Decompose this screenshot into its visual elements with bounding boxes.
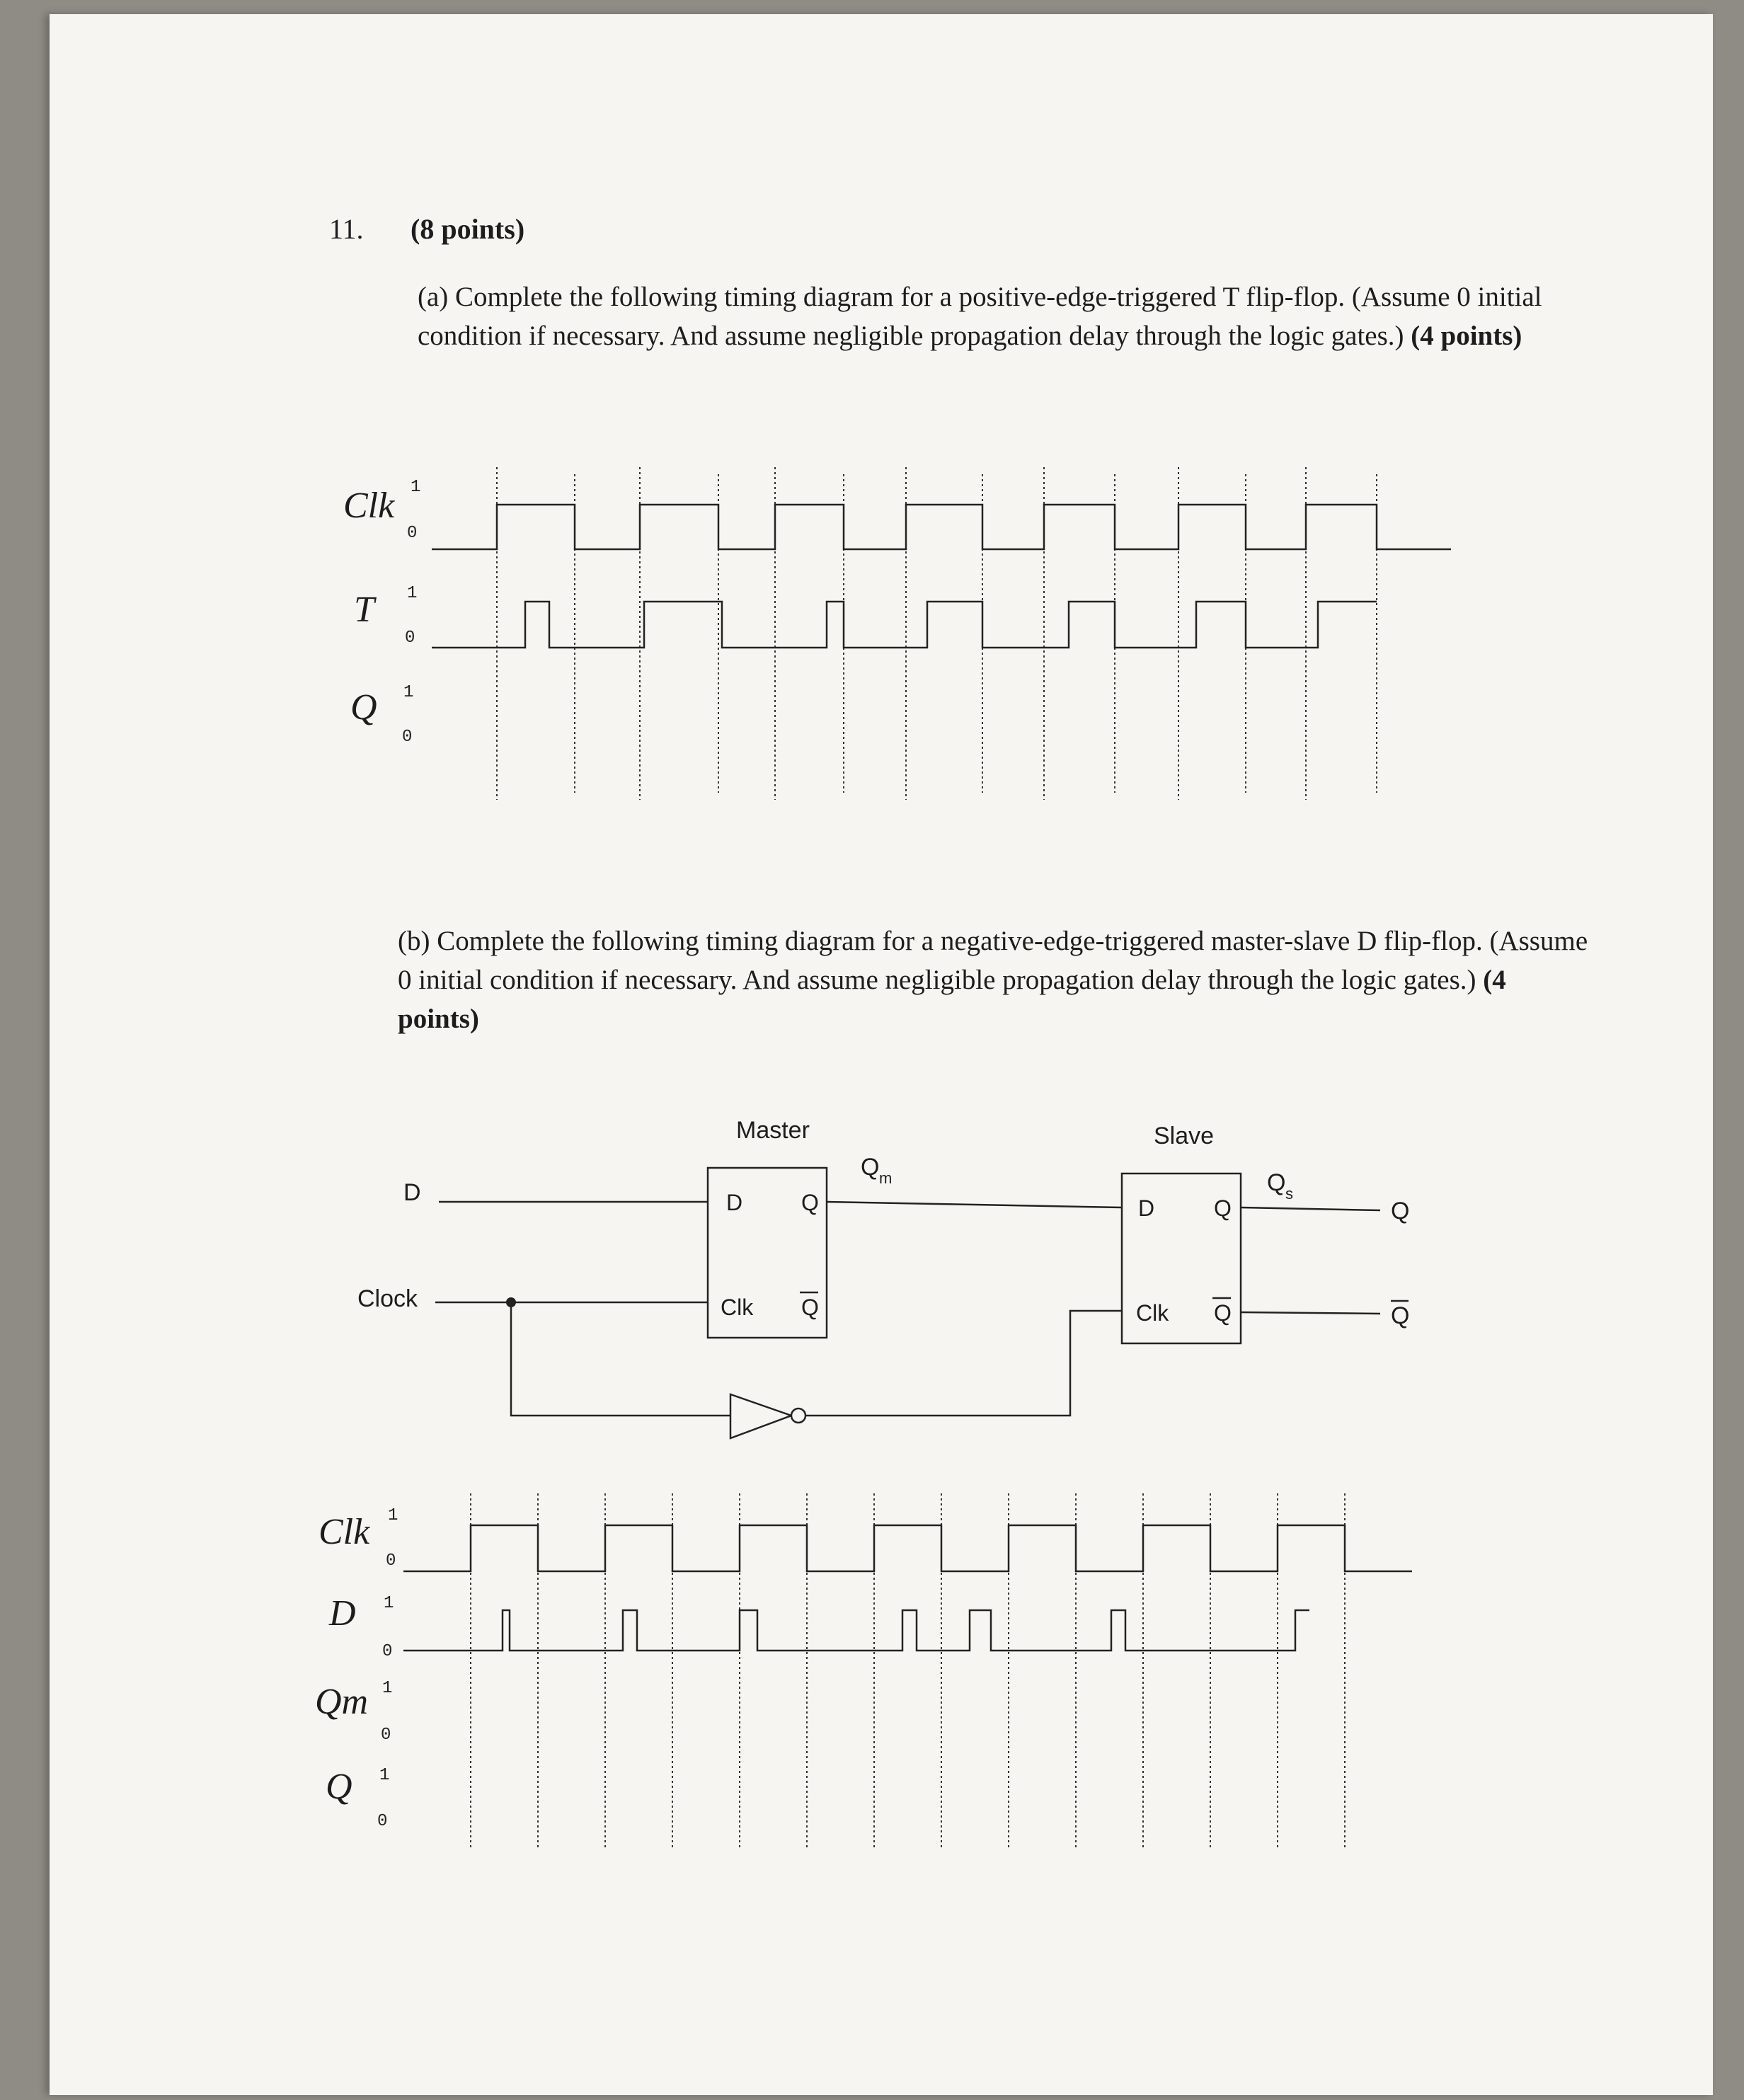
a-clk-label: Clk bbox=[343, 486, 395, 526]
part-a-text: Complete the following timing diagram for a positive-edge-triggered T flip-flop. (Assume 0 initial condition if necessary. And assume negligible propagation delay through the logic gates.) bbox=[418, 282, 1542, 351]
master-pin-qbar: Q bbox=[801, 1295, 819, 1320]
b-qm-label: Qm bbox=[315, 1682, 369, 1722]
a-t-high: 1 bbox=[407, 584, 418, 603]
b-q-label: Q bbox=[326, 1767, 352, 1807]
q-output-label: Q bbox=[1391, 1198, 1410, 1224]
slave-pin-d: D bbox=[1138, 1195, 1155, 1221]
a-t-low: 0 bbox=[405, 629, 415, 648]
question-points: (8 points) bbox=[411, 213, 525, 245]
qs-label: Q bbox=[1267, 1169, 1286, 1196]
slave-pin-clk: Clk bbox=[1136, 1300, 1169, 1326]
master-pin-d: D bbox=[726, 1190, 743, 1215]
b-qm-high: 1 bbox=[382, 1679, 393, 1698]
a-q-label: Q bbox=[350, 687, 377, 728]
b-qm-low: 0 bbox=[381, 1726, 391, 1745]
b-q-high: 1 bbox=[379, 1766, 390, 1785]
d-input-label: D bbox=[403, 1179, 421, 1206]
slave-pin-qbar: Q bbox=[1214, 1300, 1232, 1326]
qm-label: Q bbox=[861, 1154, 880, 1181]
exam-page bbox=[50, 14, 1713, 2095]
a-t-label: T bbox=[354, 590, 374, 630]
part-a-label: (a) bbox=[418, 282, 449, 312]
b-clk-label: Clk bbox=[319, 1512, 370, 1552]
master-title: Master bbox=[736, 1117, 810, 1144]
part-b-label: (b) bbox=[398, 926, 430, 956]
b-d-waveform bbox=[403, 1610, 1309, 1651]
timing-diagram-b bbox=[50, 14, 1713, 2067]
part-b-points: (4 points) bbox=[398, 965, 1506, 1034]
a-q-high: 1 bbox=[403, 683, 414, 702]
slave-title: Slave bbox=[1154, 1123, 1215, 1149]
qm-subscript: m bbox=[879, 1169, 893, 1187]
b-clk-high: 1 bbox=[388, 1506, 398, 1525]
b-clk-low: 0 bbox=[386, 1551, 396, 1571]
master-pin-q: Q bbox=[801, 1190, 819, 1215]
qbar-output-label: Q bbox=[1391, 1302, 1410, 1329]
part-a-points: (4 points) bbox=[1411, 321, 1522, 351]
b-d-low: 0 bbox=[382, 1642, 393, 1661]
part-b-text: Complete the following timing diagram for a negative-edge-triggered master-slave D flip-flop. (Assume 0 initial condition if necessary. And assume negligible propagation delay through the logic gates.) bbox=[398, 926, 1588, 995]
b-d-high: 1 bbox=[384, 1594, 394, 1613]
question-number: 11. bbox=[329, 213, 364, 245]
slave-pin-q: Q bbox=[1214, 1195, 1232, 1221]
a-clk-high: 1 bbox=[411, 478, 421, 497]
qs-subscript: s bbox=[1285, 1185, 1293, 1203]
b-clk-waveform bbox=[403, 1525, 1412, 1571]
master-pin-clk: Clk bbox=[721, 1295, 754, 1320]
a-q-low: 0 bbox=[402, 728, 413, 747]
a-clk-low: 0 bbox=[407, 524, 418, 543]
b-q-low: 0 bbox=[377, 1812, 388, 1831]
clock-input-label: Clock bbox=[357, 1285, 418, 1312]
b-d-label: D bbox=[329, 1593, 356, 1634]
